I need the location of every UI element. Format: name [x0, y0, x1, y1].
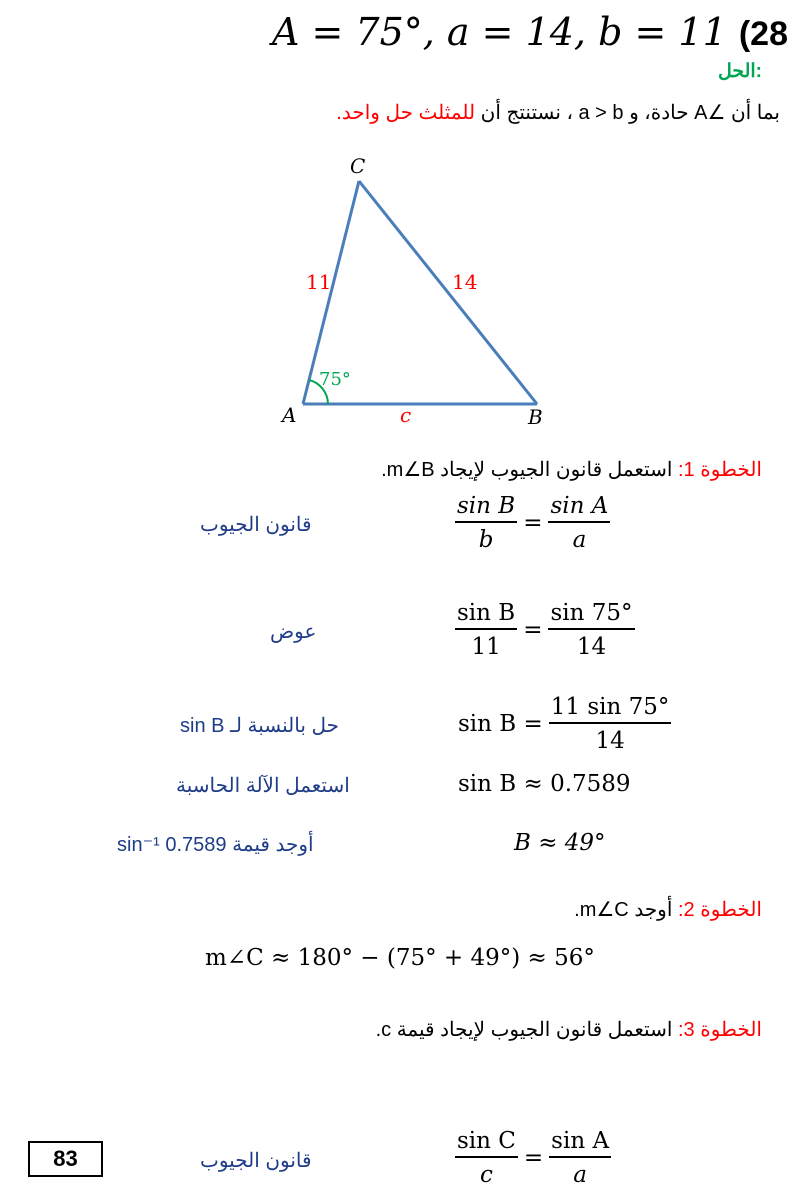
row-final-equation: $\frac{\text{sin C}}{c}$ = $\frac{\text{sin A}}{a}$ [457, 1128, 610, 1188]
angle-a-label: 75° [319, 369, 351, 390]
vertex-c-label: C [350, 154, 366, 178]
row-1-equation: $\frac{\text{sin B}}{b}$ = $\frac{\text{sin A}}{a}$ [457, 493, 609, 553]
step-2 [574, 897, 762, 922]
fraction-denominator: c [480, 1162, 493, 1188]
vertex-a-label: A [282, 403, 297, 427]
row-1-label: قانون الجيوب [200, 514, 312, 536]
step-1-label: الخطوة 1: [677, 459, 762, 481]
intro-line [336, 100, 780, 125]
fraction-numerator: 11 sin 75° [549, 694, 672, 724]
fraction-numerator: sin B [455, 493, 517, 523]
problem-header [272, 10, 788, 54]
equation-lhs: sin B = [458, 711, 543, 737]
vertex-b-label: B [528, 405, 543, 429]
fraction-denominator: 11 [471, 634, 501, 660]
side-bc-label: 14 [452, 270, 478, 294]
solution-label: الحل: [717, 61, 762, 82]
step-2-equation: m∠C ≈ 180° − (75° + 49°) ≈ 56° [205, 945, 595, 971]
problem-number: (28 [738, 15, 788, 53]
intro-text: بما أن ∠A حادة، و a > b ، نستنتج أن [475, 102, 780, 124]
fraction-numerator: sin C [455, 1128, 518, 1158]
side-ab-label: c [400, 403, 412, 427]
fraction-denominator: a [573, 1162, 587, 1188]
side-ac-label: 11 [306, 270, 332, 294]
fraction-denominator: a [572, 527, 587, 553]
row-4-equation: sin B ≈ 0.7589 [458, 771, 631, 797]
fraction-numerator: sin A [548, 493, 610, 523]
step-3-label: الخطوة 3: [677, 1019, 762, 1041]
row-2-label: عوض [270, 621, 317, 643]
intro-highlight: للمثلث حل واحد. [336, 102, 476, 124]
fraction-denominator: 14 [595, 728, 625, 754]
problem-statement: A = 75°, a = 14, b = 11 [271, 10, 727, 54]
side-bc-line [359, 181, 537, 404]
fraction-denominator: 14 [576, 634, 607, 660]
step-2-text: أوجد m∠C. [574, 899, 678, 921]
row-3-equation [458, 694, 671, 754]
fraction-numerator: sin A [549, 1128, 611, 1158]
row-4-label: استعمل الآلة الحاسبة [176, 775, 350, 797]
page-number-box [28, 1141, 103, 1177]
page-number: 83 [53, 1146, 78, 1171]
row-3-label: حل بالنسبة لـ sin B [180, 715, 339, 737]
step-3 [376, 1017, 762, 1042]
row-5-equation: B ≈ 49° [514, 830, 606, 856]
triangle-diagram [270, 150, 560, 440]
step-2-label: الخطوة 2: [677, 899, 762, 921]
row-final-label: قانون الجيوب [200, 1150, 312, 1172]
step-1-text: استعمل قانون الجيوب لإيجاد m∠B. [381, 459, 678, 481]
fraction-denominator: b [478, 527, 494, 553]
step-1 [381, 457, 762, 482]
fraction-numerator: sin 75° [548, 600, 634, 630]
row-2-equation: $\frac{\text{sin B}}{11}$ = $\frac{\sin 75^\circ}{14}$ [457, 600, 633, 660]
fraction-numerator: sin B [455, 600, 517, 630]
step-3-text: استعمل قانون الجيوب لإيجاد قيمة c. [375, 1019, 678, 1041]
row-5-label: أوجد قيمة sin⁻¹ 0.7589 [117, 834, 314, 856]
